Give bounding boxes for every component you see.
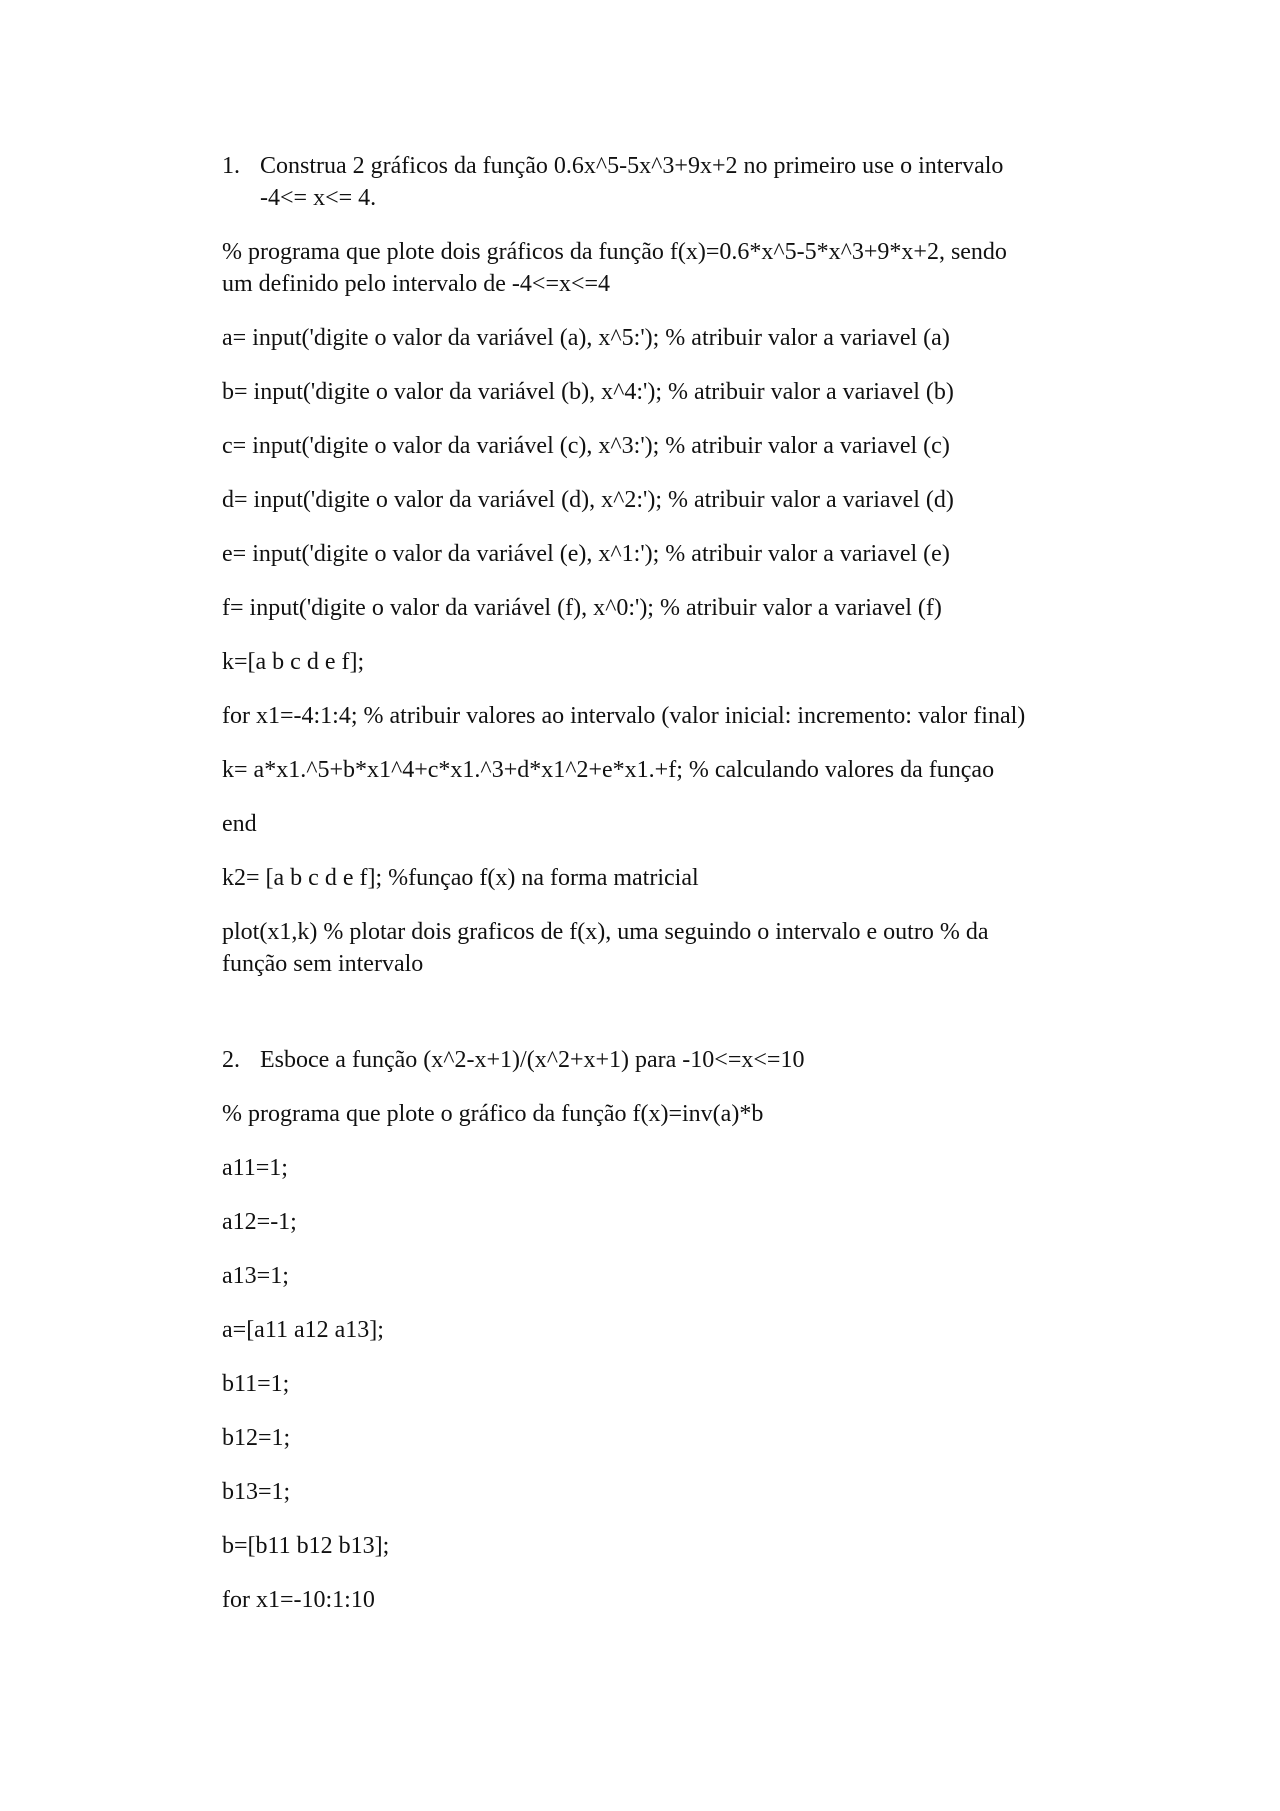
code1-line-5: d= input('digite o valor da variável (d), x^2:'); % atribuir valor a variavel (d)	[222, 487, 954, 513]
question-2-number: 2.	[222, 1047, 240, 1073]
code1-line-3: b= input('digite o valor da variável (b), x^4:'); % atribuir valor a variavel (b)	[222, 379, 954, 405]
code1-line-9: for x1=-4:1:4; % atribuir valores ao intervalo (valor inicial: incremento: valor final)	[222, 703, 1026, 729]
code1-line-2: a= input('digite o valor da variável (a), x^5:'); % atribuir valor a variavel (a)	[222, 325, 950, 351]
code1-line-14: função sem intervalo	[222, 951, 424, 977]
code1-plot	[222, 916, 1102, 980]
code2-line-5: b11=1;	[222, 1371, 290, 1397]
code1-line-0: % programa que plote dois gráficos da função f(x)=0.6*x^5-5*x^3+9*x+2, sendo	[222, 239, 1007, 265]
question-1-text-line-2: -4<= x<= 4.	[260, 185, 377, 211]
code1-line-4: c= input('digite o valor da variável (c), x^3:'); % atribuir valor a variavel (c)	[222, 433, 950, 459]
code1-line-1: um definido pelo intervalo de -4<=x<=4	[222, 271, 611, 297]
code2-line-6: b12=1;	[222, 1425, 291, 1451]
code1-line-10: k= a*x1.^5+b*x1^4+c*x1.^3+d*x1^2+e*x1.+f; % calculando valores da funçao	[222, 757, 995, 783]
code2-line-1: a11=1;	[222, 1155, 288, 1181]
code2-line-8: b=[b11 b12 b13];	[222, 1533, 390, 1559]
code1-comment	[222, 236, 1102, 300]
question-2-text: Esboce a função (x^2-x+1)/(x^2+x+1) para -10<=x<=10	[260, 1047, 805, 1073]
code1-line-11: end	[222, 811, 257, 837]
code2-line-4: a=[a11 a12 a13];	[222, 1317, 384, 1343]
code1-line-13: plot(x1,k) % plotar dois graficos de f(x), uma seguindo o intervalo e outro % da	[222, 919, 989, 945]
question-1-text-line-1: Construa 2 gráficos da função 0.6x^5-5x^3+9x+2 no primeiro use o intervalo	[260, 153, 1004, 179]
document-content	[222, 150, 1102, 1638]
question-1-text	[260, 150, 1102, 214]
code2-line-7: b13=1;	[222, 1479, 291, 1505]
code1-line-12: k2= [a b c d e f]; %funçao f(x) na forma matricial	[222, 865, 699, 891]
question-2	[222, 1044, 1102, 1076]
code2-line-2: a12=-1;	[222, 1209, 297, 1235]
code1-line-7: f= input('digite o valor da variável (f), x^0:'); % atribuir valor a variavel (f)	[222, 595, 942, 621]
code2-line-9: for x1=-10:1:10	[222, 1587, 375, 1613]
code1-line-6: e= input('digite o valor da variável (e), x^1:'); % atribuir valor a variavel (e)	[222, 541, 950, 567]
code2-line-0: % programa que plote o gráfico da função f(x)=inv(a)*b	[222, 1101, 764, 1127]
question-1	[222, 150, 1102, 214]
code2-line-3: a13=1;	[222, 1263, 289, 1289]
section-gap	[222, 1002, 1102, 1044]
code1-line-8: k=[a b c d e f];	[222, 649, 365, 675]
question-1-number: 1.	[222, 153, 240, 179]
